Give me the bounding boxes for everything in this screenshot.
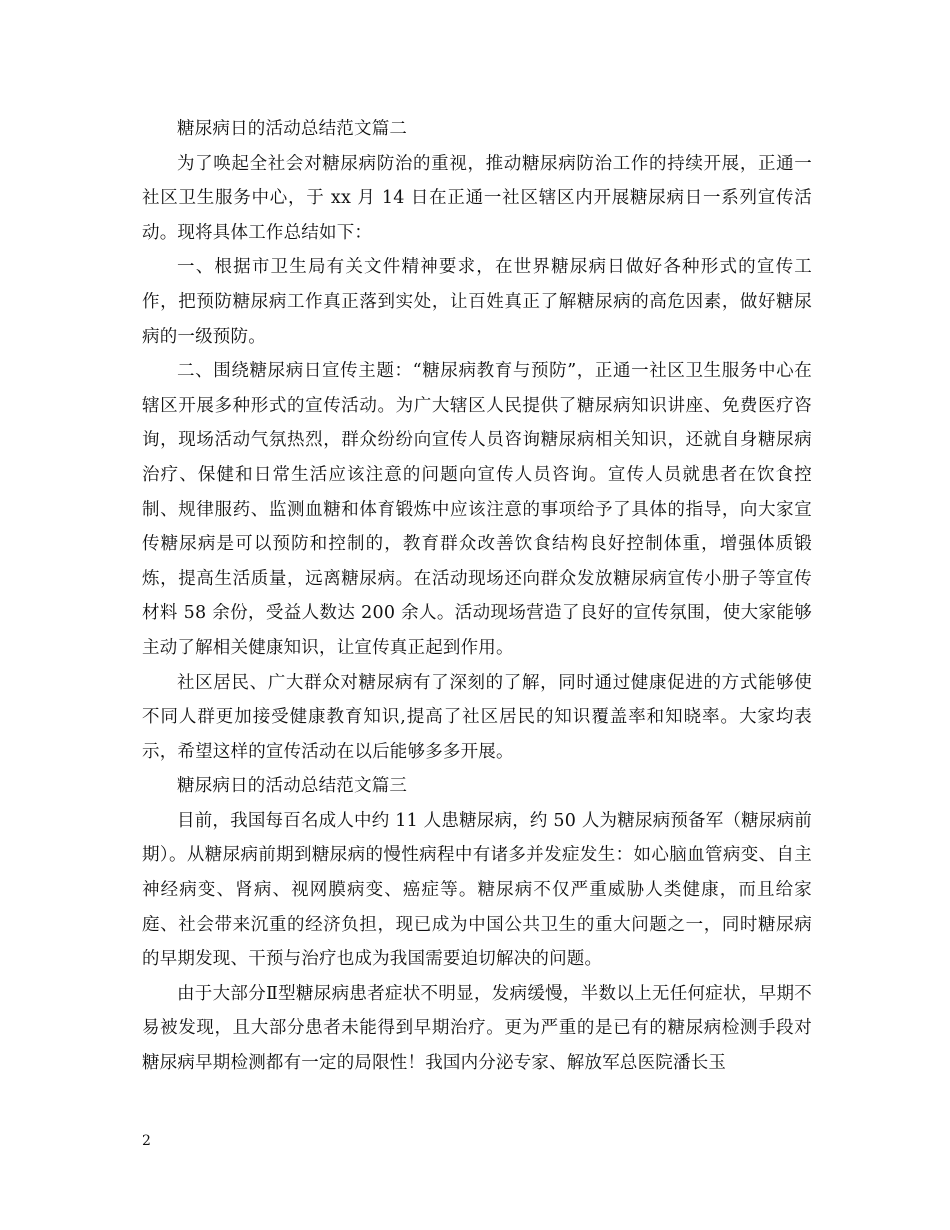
paragraph-early-detection: 由于大部分Ⅱ型糖尿病患者症状不明显，发病缓慢，半数以上无任何症状，早期不易被发现，且大部分患者未能得到早期治疗。更为严重的是已有的糖尿病检测手段对糖尿病早期检测都有一定的局限性！我国内分泌专家、解放军总医院潘长玉 xyxy=(142,983,812,1074)
paragraph-current-situation: 目前，我国每百名成人中约 11 人患糖尿病，约 50 人为糖尿病预备军（糖尿病前期）。从糖尿病前期到糖尿病的慢性病程中有诸多并发症发生：如心脑血管病变、自主神经病变、肾病、视网膜病变、癌症等。糖尿病不仅严重威胁人类健康，而且给家庭、社会带来沉重的经济负担，现已成为中国公共卫生的重大问题之一，同时糖尿病的早期发现、干预与治疗也成为我国需要迫切解决的问题。 xyxy=(142,810,812,970)
page-number: 2 xyxy=(142,1133,151,1149)
section-heading-part-two: 糖尿病日的活动总结范文篇二 xyxy=(177,119,408,139)
section-heading-part-three: 糖尿病日的活动总结范文篇三 xyxy=(177,776,408,797)
document-body xyxy=(142,112,812,1081)
paragraph-point-two: 二、围绕糖尿病日宣传主题：“糖尿病教育与预防”，正通一社区卫生服务中心在辖区开展多种形式的宣传活动。为广大辖区人民提供了糖尿病知识讲座、免费医疗咨询，现场活动气氛热烈，群众纷纷向宣传人员咨询糖尿病相关知识，还就自身糖尿病治疗、保健和日常生活应该注意的问题向宣传人员咨询。宣传人员就患者在饮食控制、规律服药、监测血糖和体育锻炼中应该注意的事项给予了具体的指导，向大家宣传糖尿病是可以预防和控制的，教育群众改善饮食结构良好控制体重，增强体质锻炼，提高生活质量，远离糖尿病。在活动现场还向群众发放糖尿病宣传小册子等宣传材料 58 余份，受益人数达 200 余人。活动现场营造了良好的宣传氛围，使大家能够主动了解相关健康知识，让宣传真正起到作用。 xyxy=(142,361,812,658)
paragraph-point-one: 一、根据市卫生局有关文件精神要求，在世界糖尿病日做好各种形式的宣传工作，把预防糖尿病工作真正落到实处，让百姓真正了解糖尿病的高危因素，做好糖尿病的一级预防。 xyxy=(142,257,812,347)
paragraph-community-feedback: 社区居民、广大群众对糖尿病有了深刻的了解，同时通过健康促进的方式能够使不同人群更加接受健康教育知识,提高了社区居民的知识覆盖率和知晓率。大家均表示，希望这样的宣传活动在以后能够多多开展。 xyxy=(142,672,812,762)
paragraph-intro: 为了唤起全社会对糖尿病防治的重视，推动糖尿病防治工作的持续开展，正通一社区卫生服务中心，于 xx 月 14 日在正通一社区辖区内开展糖尿病日一系列宣传活动。现将具体工作总结如下： xyxy=(142,153,812,243)
